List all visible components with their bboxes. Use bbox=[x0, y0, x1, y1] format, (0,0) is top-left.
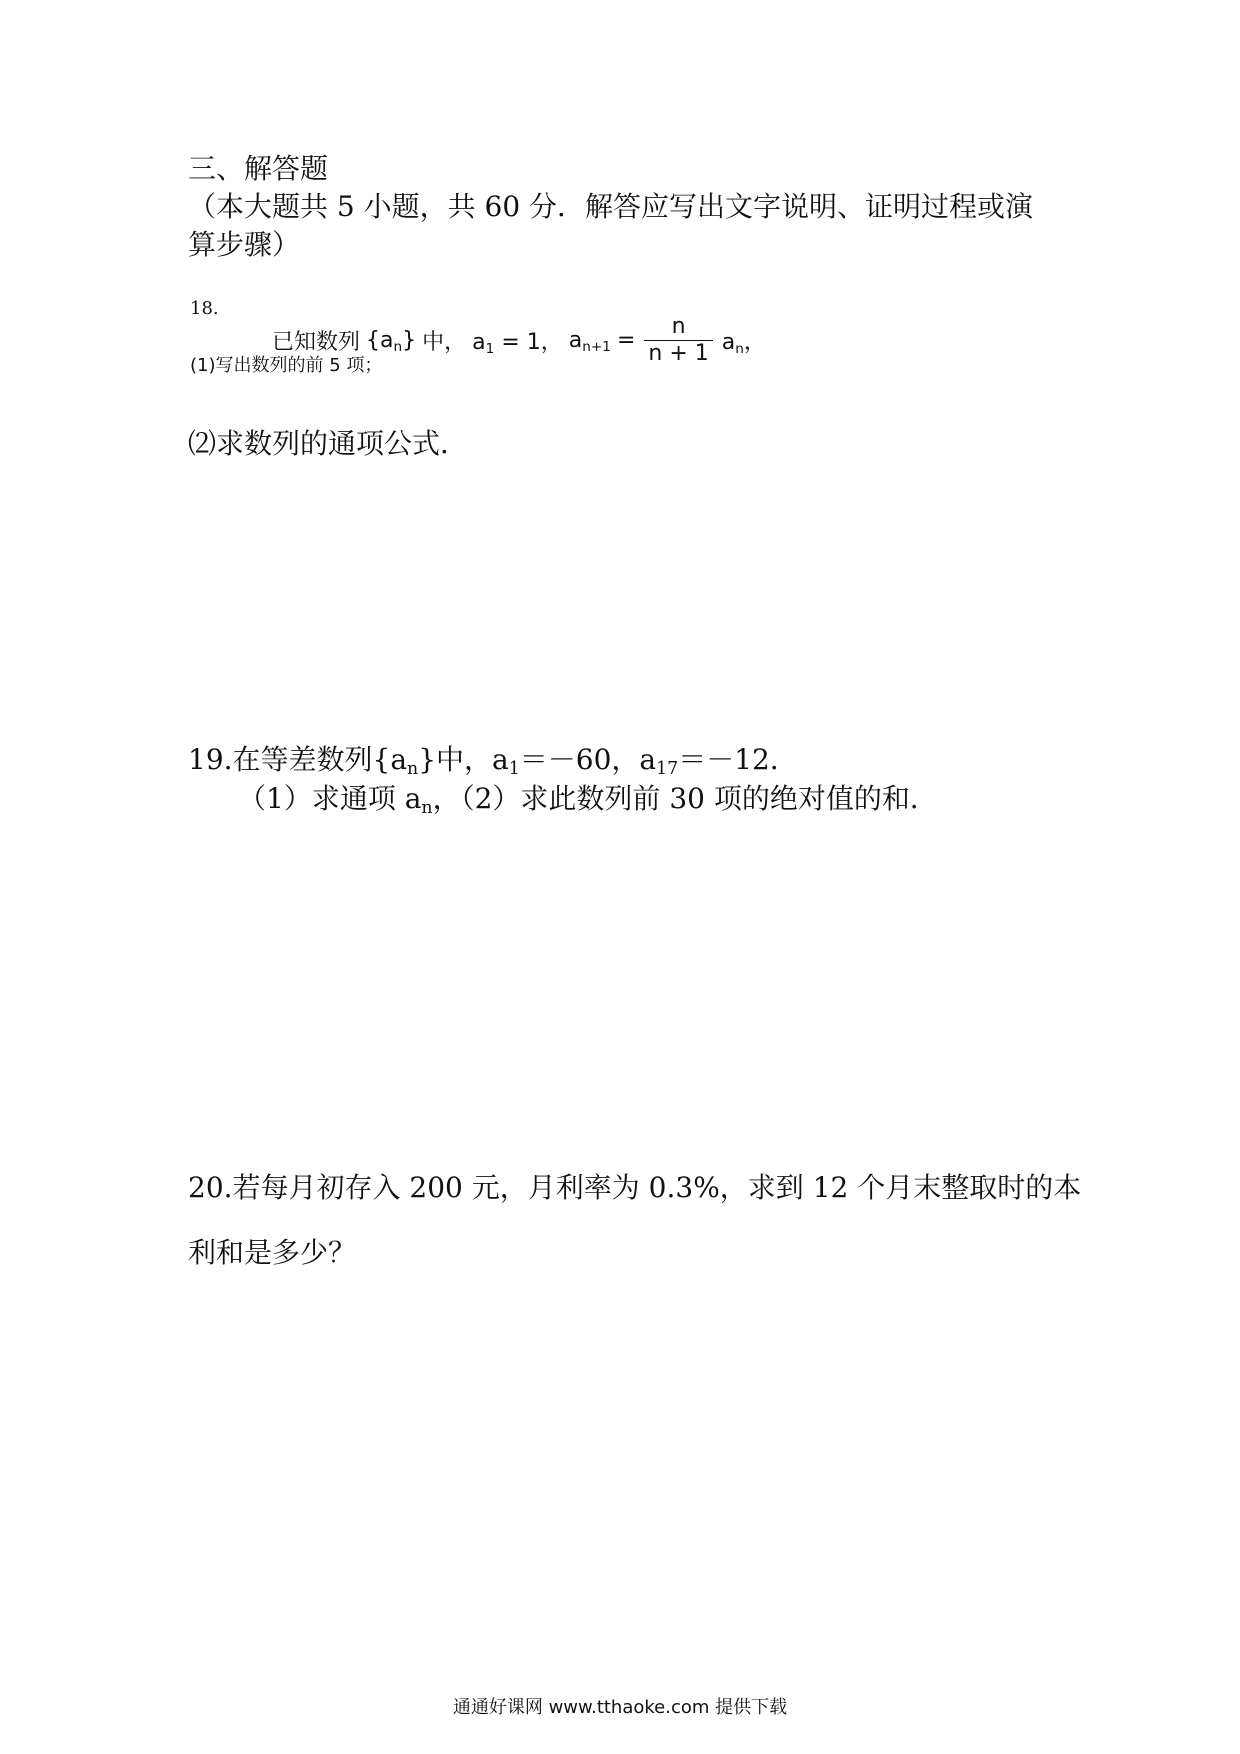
q18-frac-den: n + 1 bbox=[644, 340, 712, 367]
q18-number: 18. bbox=[190, 298, 219, 319]
page-footer: 通通好课网 www.tthaoke.com 提供下载 bbox=[452, 1697, 788, 1718]
q18-part2: ⑵求数列的通项公式． bbox=[188, 427, 469, 460]
section-instructions-line1: （本大题共 5 小题，共 60 分．解答应写出文字说明、证明过程或演 bbox=[188, 190, 1034, 223]
q18-frac-num: n bbox=[671, 313, 686, 339]
q18-stem-mid: 中， bbox=[422, 329, 467, 355]
q18-sequence: $\{a_n\}$ bbox=[366, 327, 417, 355]
q18-fraction bbox=[644, 314, 712, 367]
q18-stem-prefix: 已知数列 bbox=[272, 329, 361, 355]
q18-a1: $a_1 = 1$， bbox=[472, 329, 563, 357]
q19-line1: 19.在等差数列$\{a_n\}$中，$a_1=-60$，$a_{17}=-12$． bbox=[188, 743, 798, 779]
section-title: 三、解答题 bbox=[188, 152, 329, 185]
q19-line2: （1）求通项 $a_n$，（2）求此数列前 30 项的绝对值的和． bbox=[238, 782, 938, 818]
q20-line1: 20.若每月初存入 200 元，月利率为 0.3%，求到 12 个月末整取时的本 bbox=[188, 1171, 1082, 1204]
q20-line2: 利和是多少？ bbox=[188, 1236, 357, 1269]
q18-an1: $a_{n+1}$ bbox=[568, 327, 611, 355]
q18-eq: = bbox=[616, 327, 636, 353]
section-instructions-line2: 算步骤） bbox=[188, 228, 301, 261]
q18-an: $a_n$， bbox=[721, 329, 766, 357]
q18-part1: (1)写出数列的前 5 项； bbox=[190, 355, 383, 376]
